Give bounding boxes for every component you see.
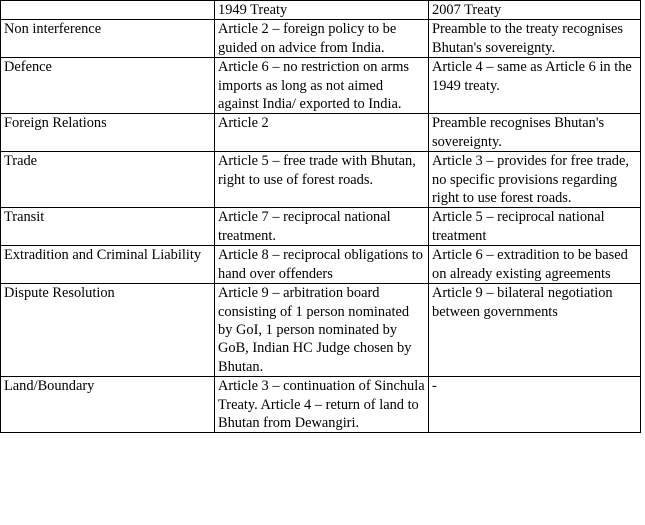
table-row-dispute-resolution (1, 284, 641, 377)
treaty-2007-cell: Article 4 – same as Article 6 in the 1949 treaty. (429, 58, 641, 114)
treaty-2007-cell: Article 5 – reciprocal national treatment (429, 208, 641, 246)
table-row-non-interference (1, 20, 641, 58)
header-cell-1949-treaty: 1949 Treaty (215, 1, 429, 20)
treaty-1949-cell: Article 2 (215, 114, 429, 152)
topic-cell: Defence (1, 58, 215, 114)
topic-cell: Land/Boundary (1, 377, 215, 433)
header-cell-2007-treaty: 2007 Treaty (429, 1, 641, 20)
table-row-trade (1, 152, 641, 208)
treaty-2007-cell: Preamble to the treaty recognises Bhutan's sovereignty. (429, 20, 641, 58)
treaty-1949-cell: Article 8 – reciprocal obligations to hand over offenders (215, 246, 429, 284)
topic-cell: Extradition and Criminal Liability (1, 246, 215, 284)
treaty-1949-cell: Article 2 – foreign policy to be guided on advice from India. (215, 20, 429, 58)
treaty-1949-cell: Article 6 – no restriction on arms imports as long as not aimed against India/ exported to India. (215, 58, 429, 114)
treaty-1949-cell: Article 3 – continuation of Sinchula Treaty. Article 4 – return of land to Bhutan from Dewangiri. (215, 377, 429, 433)
table-row-land-boundary (1, 377, 641, 433)
treaty-2007-cell: Article 6 – extradition to be based on already existing agreements (429, 246, 641, 284)
treaty-2007-cell: Preamble recognises Bhutan's sovereignty. (429, 114, 641, 152)
table-row-extradition (1, 246, 641, 284)
topic-cell: Transit (1, 208, 215, 246)
topic-cell: Non interference (1, 20, 215, 58)
treaty-1949-cell: Article 7 – reciprocal national treatment. (215, 208, 429, 246)
treaty-2007-cell: Article 9 – bilateral negotiation between governments (429, 284, 641, 377)
treaty-2007-cell: - (429, 377, 641, 433)
topic-cell: Dispute Resolution (1, 284, 215, 377)
treaty-2007-cell: Article 3 – provides for free trade, no specific provisions regarding right to use forest roads. (429, 152, 641, 208)
header-cell-topic (1, 1, 215, 20)
table-header-row (1, 1, 641, 20)
table-row-transit (1, 208, 641, 246)
treaty-1949-cell: Article 5 – free trade with Bhutan, right to use of forest roads. (215, 152, 429, 208)
topic-cell: Foreign Relations (1, 114, 215, 152)
table-row-defence (1, 58, 641, 114)
table-row-foreign-relations (1, 114, 641, 152)
topic-cell: Trade (1, 152, 215, 208)
treaty-1949-cell: Article 9 – arbitration board consisting of 1 person nominated by GoI, 1 person nominated by GoB, Indian HC Judge chosen by Bhutan. (215, 284, 429, 377)
